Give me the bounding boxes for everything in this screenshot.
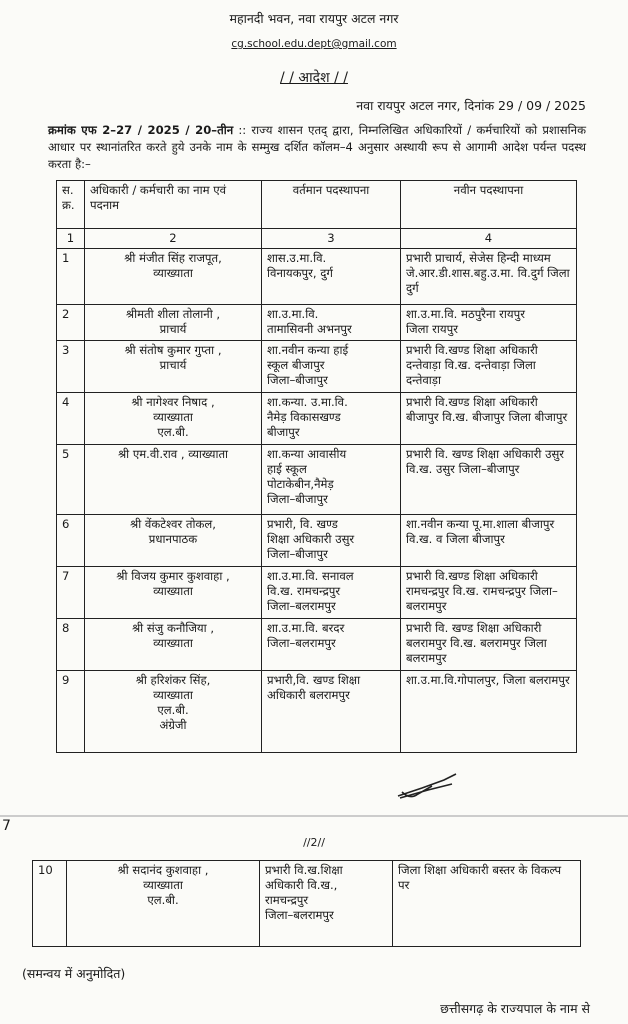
table-row <box>57 341 577 393</box>
order-paragraph <box>48 122 586 173</box>
current-posting: शा.कन्या. उ.मा.वि. नैमेड़ विकासखण्ड बीजापुर <box>262 393 401 445</box>
employee-name: श्री संजु कनौजिया , व्याख्याता <box>85 619 262 671</box>
new-posting: प्रभारी वि. खण्ड शिक्षा अधिकारी बलरामपुर वि.ख. बलरामपुर जिला बलरामपुर <box>401 619 577 671</box>
office-address: महानदी भवन, नवा रायपुर अटल नगर <box>229 11 399 26</box>
current-posting: शास.उ.मा.वि. विनायकपुर, दुर्ग <box>262 249 401 305</box>
serial-number: 9 <box>57 671 85 753</box>
current-posting: शा.नवीन कन्या हाई स्कूल बीजापुर जिला–बीजापुर <box>262 341 401 393</box>
order-number: क्रमांक एफ 2–27 / 2025 / 20–तीन <box>48 123 234 137</box>
current-posting: प्रभारी, वि. खण्ड शिक्षा अधिकारी उसुर जिला–बीजापुर <box>262 515 401 567</box>
serial-number: 8 <box>57 619 85 671</box>
table-row <box>57 619 577 671</box>
serial-number: 10 <box>33 861 67 947</box>
page-edge-mark: 7 <box>2 818 11 834</box>
col-number: 3 <box>262 229 401 249</box>
serial-number: 4 <box>57 393 85 445</box>
transfer-table <box>56 180 577 753</box>
current-posting: शा.उ.मा.वि. बरदर जिला–बलरामपुर <box>262 619 401 671</box>
employee-name: श्रीमती शीला तोलानी , प्राचार्य <box>85 305 262 341</box>
new-posting: प्रभारी वि. खण्ड शिक्षा अधिकारी उसुर वि.ख. उसुर जिला–बीजापुर <box>401 445 577 515</box>
new-posting: जिला शिक्षा अधिकारी बस्तर के विकल्प पर <box>393 861 581 947</box>
table-row <box>57 515 577 567</box>
col-number: 4 <box>401 229 577 249</box>
col-header-new: नवीन पदस्थापना <box>401 181 577 229</box>
serial-number: 6 <box>57 515 85 567</box>
transfer-table-continued <box>32 860 581 947</box>
employee-name: श्री हरिशंकर सिंह, व्याख्याता एल.बी. अंग्रेजी <box>85 671 262 753</box>
employee-name: श्री एम.वी.राव , व्याख्याता <box>85 445 262 515</box>
closing-line: छत्तीसगढ़ के राज्यपाल के नाम से <box>440 1001 590 1016</box>
col-number: 1 <box>57 229 85 249</box>
col-header-current: वर्तमान पदस्थापना <box>262 181 401 229</box>
current-posting: शा.उ.मा.वि. सनावल वि.ख. रामचन्द्रपुर जिला–बलरामपुर <box>262 567 401 619</box>
col-header-sn: स. क्र. <box>57 181 85 229</box>
order-body: :: राज्य शासन एतद् द्वारा, निम्नलिखित अधिकारियों / कर्मचारियों को प्रशासनिक आधार पर स्थानांतरित करते हुये उनके नाम के सम्मुख दर्शित कॉलम–4 अनुसार अस्थायी रूप से आगामी आदेश पर्यन्त पदस्थ करता है:– <box>48 123 586 171</box>
new-posting: प्रभारी प्राचार्य, सेजेस हिन्दी माध्यम जे.आर.डी.शास.बहु.उ.मा. वि.दुर्ग जिला दुर्ग <box>401 249 577 305</box>
approval-note: (समन्वय में अनुमोदित) <box>22 966 126 981</box>
col-header-name: अधिकारी / कर्मचारी का नाम एवं पदनाम <box>85 181 262 229</box>
serial-number: 3 <box>57 341 85 393</box>
col-number: 2 <box>85 229 262 249</box>
table-row <box>57 671 577 753</box>
current-posting: शा.कन्या आवासीय हाई स्कूल पोटाकेबीन,नैमेड़ जिला–बीजापुर <box>262 445 401 515</box>
table-row <box>57 393 577 445</box>
current-posting: शा.उ.मा.वि. तामासिवनी अभनपुर <box>262 305 401 341</box>
email-address: cg.school.edu.dept@gmail.com <box>231 38 397 50</box>
table-row <box>57 305 577 341</box>
table-row <box>57 567 577 619</box>
employee-name: श्री सदानंद कुशवाहा , व्याख्याता एल.बी. <box>67 861 260 947</box>
signature-scribble <box>392 770 462 804</box>
new-posting: शा.नवीन कन्या पू.मा.शाला बीजापुर वि.ख. व जिला बीजापुर <box>401 515 577 567</box>
table-header-row <box>57 181 577 229</box>
serial-number: 2 <box>57 305 85 341</box>
new-posting: प्रभारी वि.खण्ड शिक्षा अधिकारी बीजापुर वि.ख. बीजापुर जिला बीजापुर <box>401 393 577 445</box>
order-heading: / / आदेश / / <box>280 70 348 86</box>
new-posting: प्रभारी वि.खण्ड शिक्षा अधिकारी रामचन्द्रपुर वि.ख. रामचन्द्रपुर जिला–बलरामपुर <box>401 567 577 619</box>
employee-name: श्री संतोष कुमार गुप्ता , प्राचार्य <box>85 341 262 393</box>
new-posting: प्रभारी वि.खण्ड शिक्षा अधिकारी दन्तेवाड़ा वि.ख. दन्तेवाड़ा जिला दन्तेवाड़ा <box>401 341 577 393</box>
serial-number: 1 <box>57 249 85 305</box>
column-number-row <box>57 229 577 249</box>
employee-name: श्री मंजीत सिंह राजपूत, व्याख्याता <box>85 249 262 305</box>
date-line: नवा रायपुर अटल नगर, दिनांक 29 / 09 / 2025 <box>356 98 586 113</box>
page-number: //2// <box>303 836 325 849</box>
employee-name: श्री नागेश्वर निषाद , व्याख्याता एल.बी. <box>85 393 262 445</box>
table-row <box>57 445 577 515</box>
serial-number: 5 <box>57 445 85 515</box>
new-posting: शा.उ.मा.वि.गोपालपुर, जिला बलरामपुर <box>401 671 577 753</box>
table-row <box>57 249 577 305</box>
serial-number: 7 <box>57 567 85 619</box>
page-break <box>0 815 628 817</box>
current-posting: प्रभारी,वि. खण्ड शिक्षा अधिकारी बलरामपुर <box>262 671 401 753</box>
current-posting: प्रभारी वि.ख.शिक्षा अधिकारी वि.ख., रामचन्द्रपुर जिला–बलरामपुर <box>260 861 393 947</box>
table-row <box>33 861 581 947</box>
new-posting: शा.उ.मा.वि. मठपुरैना रायपुर जिला रायपुर <box>401 305 577 341</box>
employee-name: श्री विजय कुमार कुशवाहा , व्याख्याता <box>85 567 262 619</box>
employee-name: श्री वेंकटेश्वर तोकल, प्रधानपाठक <box>85 515 262 567</box>
